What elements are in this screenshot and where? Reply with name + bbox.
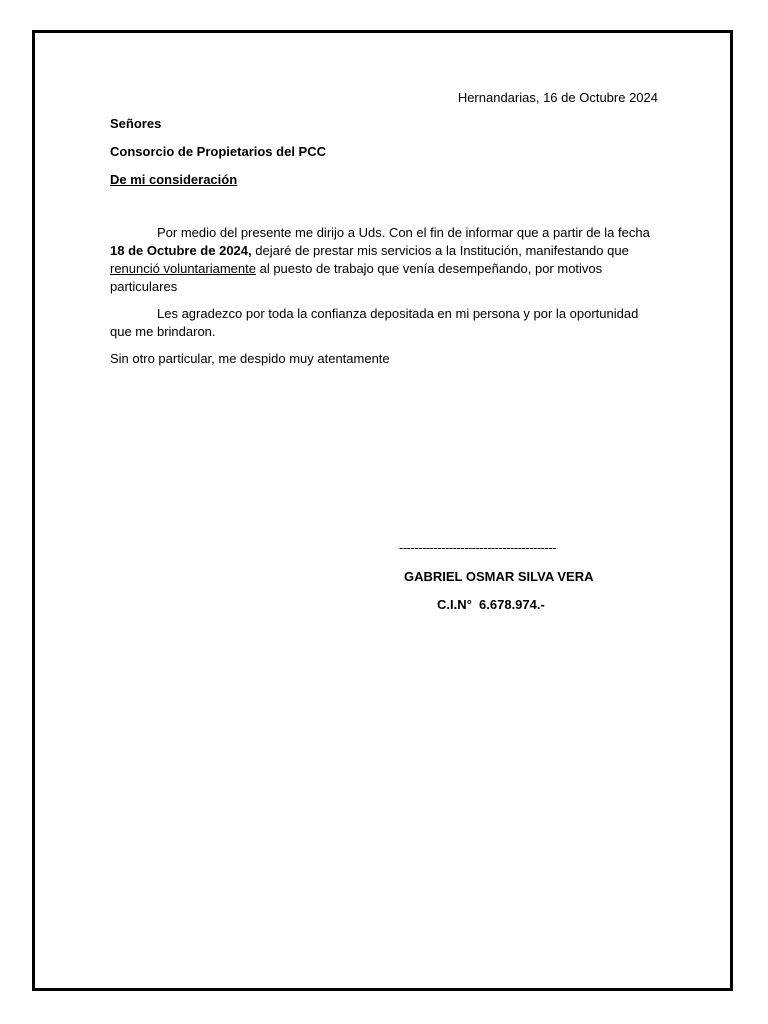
salutation: De mi consideración: [110, 172, 238, 187]
paragraph-1-text-c: al puesto de trabajo que venía desempeñando, por motivos particulares: [110, 261, 603, 294]
paragraph-1-text-a: Por medio del presente me dirijo a Uds. Con el fin de informar que a partir de la fecha: [157, 225, 650, 240]
closing-line: Sin otro particular, me despido muy atentamente: [110, 351, 390, 366]
letter-page: [32, 30, 733, 991]
date-line: Hernandarias, 16 de Octubre 2024: [457, 90, 658, 105]
body-paragraph-1: [110, 224, 655, 296]
signatory-name: GABRIEL OSMAR SILVA VERA: [404, 569, 594, 584]
body-paragraph-2: Les agradezco por toda la confianza depositada en mi persona y por la oportunidad que me brindaron.: [110, 306, 639, 339]
effective-date: 18 de Octubre de 2024,: [110, 243, 252, 258]
recipient-line-1: Señores: [110, 116, 162, 131]
paragraph-1-text-b: dejaré de prestar mis servicios a la Institución, manifestando que: [251, 243, 629, 258]
resignation-phrase: renunció voluntariamente: [110, 261, 256, 276]
signature-line: -----------------------------------------: [399, 540, 556, 555]
recipient-line-2: Consorcio de Propietarios del PCC: [110, 144, 326, 159]
signatory-id: C.I.N° 6.678.974.-: [437, 597, 545, 612]
